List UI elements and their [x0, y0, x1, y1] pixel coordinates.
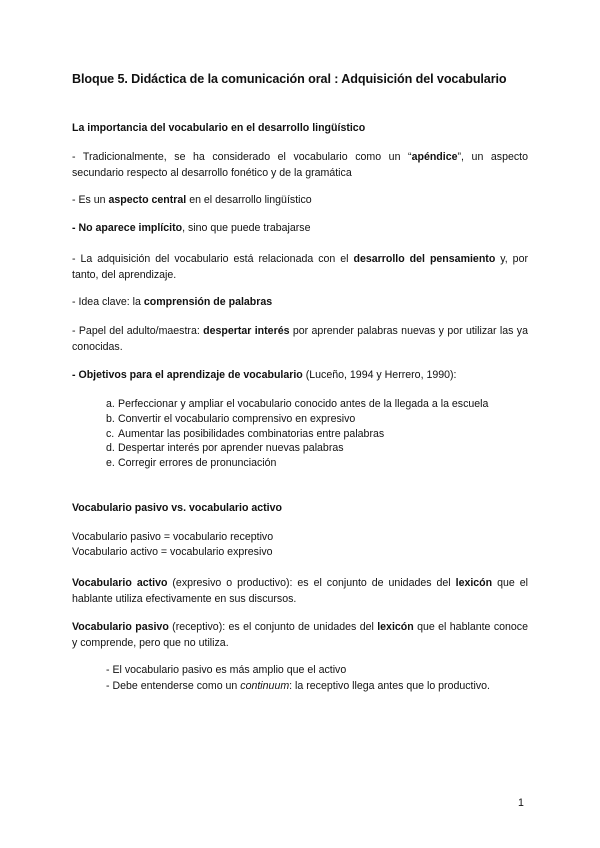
bold-term: Vocabulario activo: [72, 577, 168, 589]
definition-line-active: Vocabulario activo = vocabulario expresivo: [72, 546, 273, 558]
bold-term: comprensión de palabras: [143, 296, 273, 308]
bold-term: apéndice: [411, 151, 458, 163]
paragraph-key-idea: [72, 294, 528, 310]
section-heading-importance: La importancia del vocabulario en el desarrollo lingüístico: [72, 122, 366, 134]
text-span: - Debe entenderse como un: [106, 680, 241, 692]
text-span: - Tradicionalmente, se ha considerado el vocabulario como un “: [72, 151, 412, 163]
text-span: (expresivo o productivo): es el conjunto de unidades del: [167, 577, 456, 589]
page-number: 1: [518, 797, 524, 809]
list-marker: e.: [106, 457, 115, 470]
paragraph-active-vocabulary: [72, 575, 528, 607]
paragraph-thought-development: [72, 251, 528, 283]
bold-term: - Objetivos para el aprendizaje de vocabulario: [72, 369, 303, 381]
text-span: , sino que puede trabajarse: [182, 222, 311, 234]
text-span: que el hablante utiliza efectivamente en sus discursos.: [72, 577, 528, 605]
section-heading-passive-active: Vocabulario pasivo vs. vocabulario activo: [72, 502, 282, 514]
list-marker: a.: [106, 398, 115, 410]
list-item: [106, 397, 536, 412]
list-item: [106, 441, 536, 456]
text-span: y, por tanto, del aprendizaje.: [72, 253, 528, 281]
text-span: - Es un: [72, 194, 109, 206]
paragraph-central-aspect: [72, 192, 528, 208]
page-title: Bloque 5. Didáctica de la comunicación oral : Adquisición del vocabulario: [72, 72, 507, 86]
list-item: [106, 427, 536, 442]
list-item-text: Despertar interés por aprender nuevas palabras: [118, 442, 344, 455]
list-item-text: Convertir el vocabulario comprensivo en expresivo: [118, 412, 356, 425]
paragraph-adult-role: [72, 323, 528, 355]
text-span: - La adquisición del vocabulario está relacionada con el: [72, 253, 354, 265]
objectives-list: [106, 397, 536, 471]
text-span: en el desarrollo lingüístico: [186, 194, 312, 206]
paragraph-not-implicit: [72, 220, 528, 236]
list-item-text: Perfeccionar y ampliar el vocabulario conocido antes de la llegada a la escuela: [118, 398, 489, 410]
definition-line-passive: Vocabulario pasivo = vocabulario receptivo: [72, 531, 274, 543]
bold-term: lexicón: [455, 577, 493, 589]
text-span: que el hablante conoce y comprende, pero que no utiliza.: [72, 621, 528, 649]
paragraph-appendix: [72, 149, 528, 181]
bold-term: lexicón: [377, 621, 414, 633]
bold-term: despertar interés: [203, 325, 290, 337]
bold-term: desarrollo del pensamiento: [353, 253, 496, 265]
list-item: [106, 456, 536, 471]
text-span: (receptivo): es el conjunto de unidades del: [168, 621, 378, 633]
text-span: (Luceño, 1994 y Herrero, 1990):: [302, 369, 457, 381]
list-item-text: Corregir errores de pronunciación: [118, 457, 277, 470]
list-item: [106, 678, 546, 694]
text-span: por aprender palabras nuevas y por utilizar las ya conocidas.: [72, 325, 528, 353]
text-span: - Papel del adulto/maestra:: [72, 325, 204, 337]
list-item-text: Aumentar las posibilidades combinatorias entre palabras: [118, 427, 385, 440]
italic-term: continuum: [240, 680, 290, 692]
list-marker: d.: [106, 442, 115, 455]
text-span: ”, un aspecto secundario respecto al desarrollo fonético y de la gramática: [72, 151, 529, 179]
paragraph-passive-vocabulary: [72, 619, 528, 651]
bullet-list: [106, 662, 546, 694]
list-item: - El vocabulario pasivo es más amplio que el activo: [106, 664, 347, 676]
bold-term: aspecto central: [108, 194, 187, 206]
text-span: - Idea clave: la: [72, 296, 144, 308]
list-marker: b.: [106, 412, 115, 425]
text-span: : la receptivo llega antes que lo productivo.: [289, 680, 490, 692]
paragraph-objectives-intro: [72, 367, 528, 383]
bold-term: Vocabulario pasivo: [72, 621, 169, 633]
bold-term: - No aparece implícito: [72, 222, 183, 234]
list-item: [106, 412, 536, 427]
list-marker: c.: [106, 427, 115, 440]
